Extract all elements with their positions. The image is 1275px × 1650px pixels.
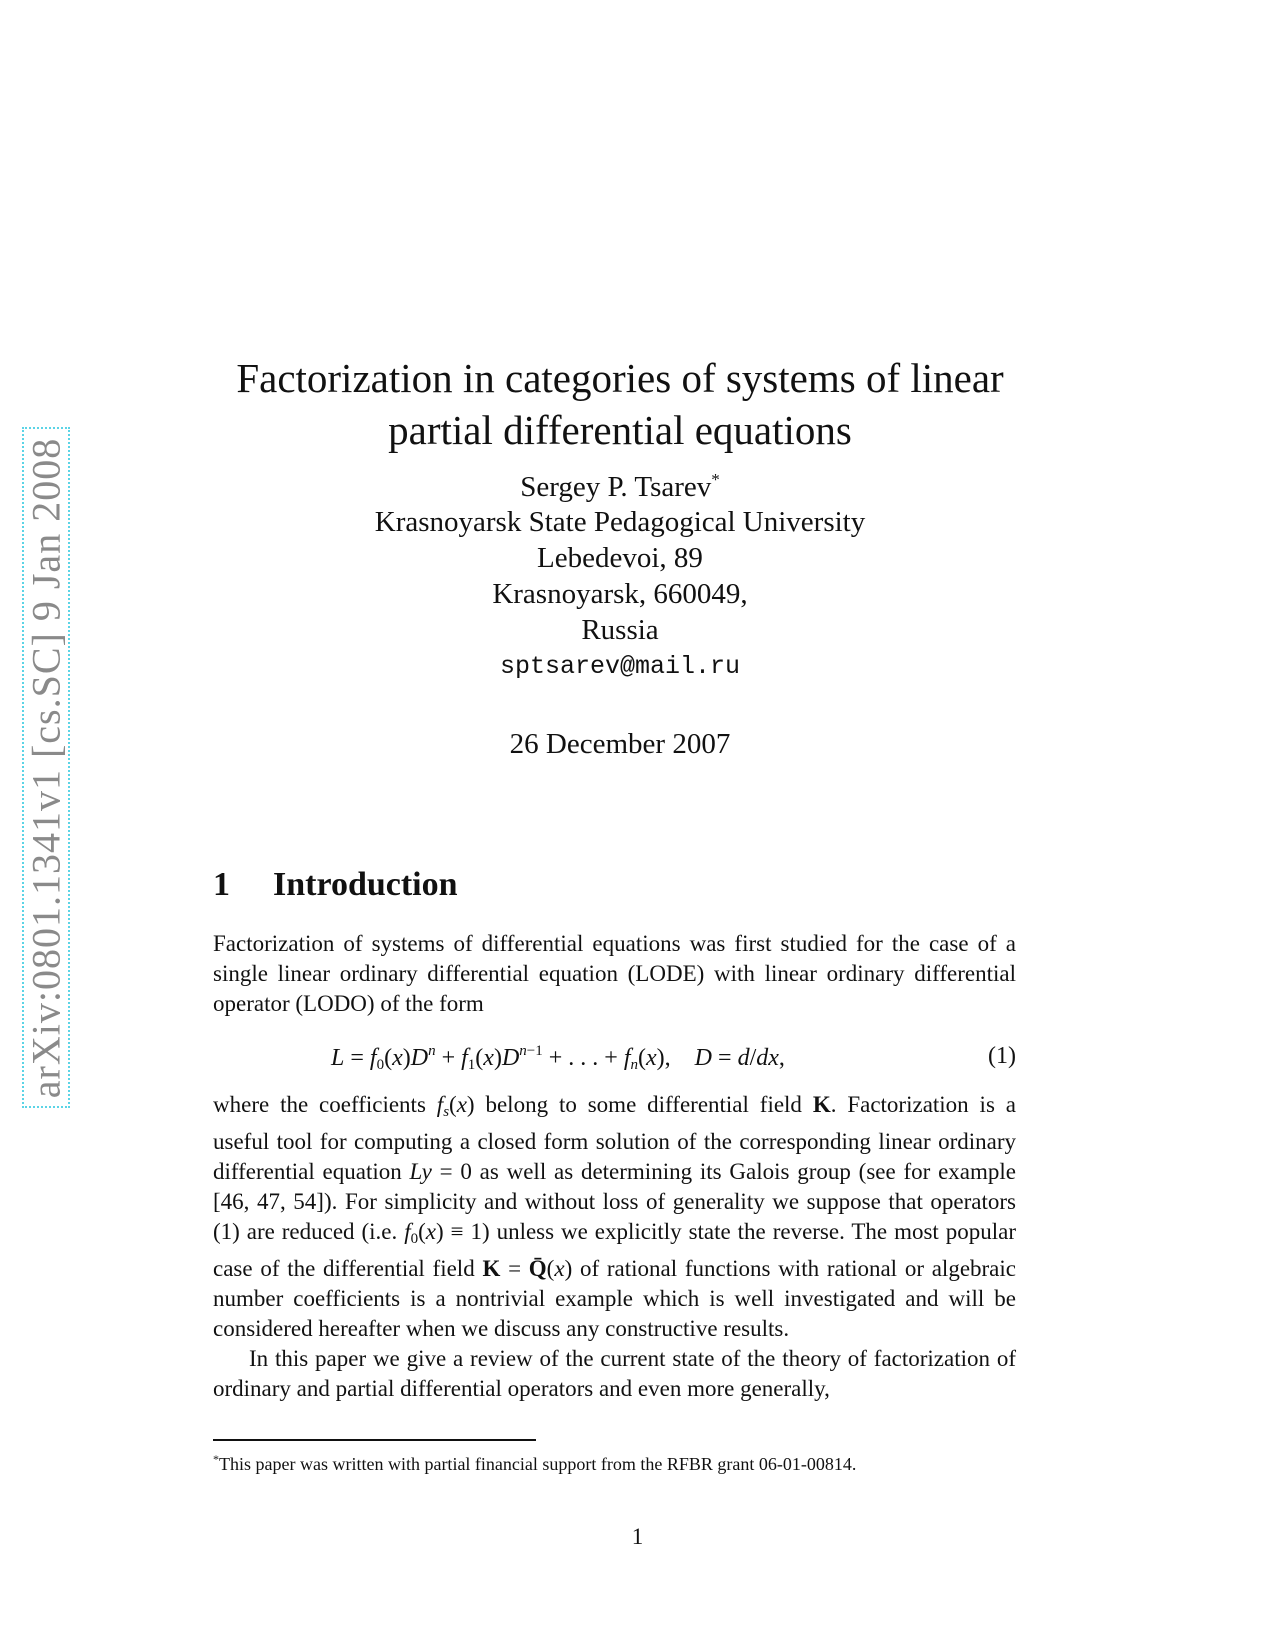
page-number: 1 (631, 1524, 644, 1549)
title-line-2: partial differential equations (388, 407, 852, 453)
author-footnote-mark: * (711, 470, 720, 489)
section-heading (213, 866, 458, 904)
author-street: Lebedevoi, 89 (537, 542, 703, 574)
author-city: Krasnoyarsk, 660049, (492, 578, 748, 610)
section-number: 1 (213, 866, 230, 903)
paper-date: 26 December 2007 (509, 728, 731, 760)
author-email: sptsarev@mail.ru (499, 652, 741, 681)
equation-expression: $L = f0(x)D^n + f1(x)D^{n-1}$ + . . . + fn(x), D = d/dx, (331, 1043, 785, 1073)
title-line-1: Factorization in categories of systems of linear (236, 355, 1004, 401)
footnote-mark: * (213, 1452, 219, 1466)
arxiv-stamp (22, 427, 70, 1108)
arxiv-identifier: arXiv:0801.1341v1 [cs.SC] 9 Jan 2008 (23, 437, 69, 1098)
body-paragraph-2: where the coefficients fs(x) belong to some differential field K. Factorization is a useful tool for computing a closed form solution of the corresponding linear ordinary differential equation Ly = 0 as well as determining its Galois group (see for example [46, 47, 54]). For simplicity and without loss of generality we suppose that operators (1) are reduced (i.e. f0(x) ≡ 1) unless we explicitly state the reverse. The most popular case of the differential field K = Q̄(x) of rational functions with rational or algebraic number coefficients is a nontrivial example which is well investigated and will be considered hereafter when we discuss any constructive results. In this paper we give a review of the current state of the theory of factorization of ordinary and partial differential operators and even more generally, (213, 1090, 1016, 1404)
author-affiliation: Krasnoyarsk State Pedagogical University (374, 506, 866, 538)
footnote-text: This paper was written with partial financial support from the RFBR grant 06-01-00814. (219, 1454, 857, 1474)
equation-number: (1) (988, 1043, 1016, 1069)
footnote-rule (213, 1439, 536, 1441)
section-title: Introduction (273, 866, 458, 903)
body-paragraph-3: In this paper we give a review of the current state of the theory of factorization of ordinary and partial differential operators and even more generally, (213, 1346, 1016, 1401)
equation-1 (213, 1043, 1016, 1075)
footnote (213, 1447, 1016, 1477)
author-country: Russia (581, 614, 659, 646)
paper-title (200, 352, 1040, 456)
intro-paragraph: Factorization of systems of differential equations was first studied for the case of a single linear ordinary differential equation (LODE) with linear ordinary differential operator (LODO) of the form (213, 931, 1016, 1016)
author-name: Sergey P. Tsarev* (520, 470, 720, 503)
